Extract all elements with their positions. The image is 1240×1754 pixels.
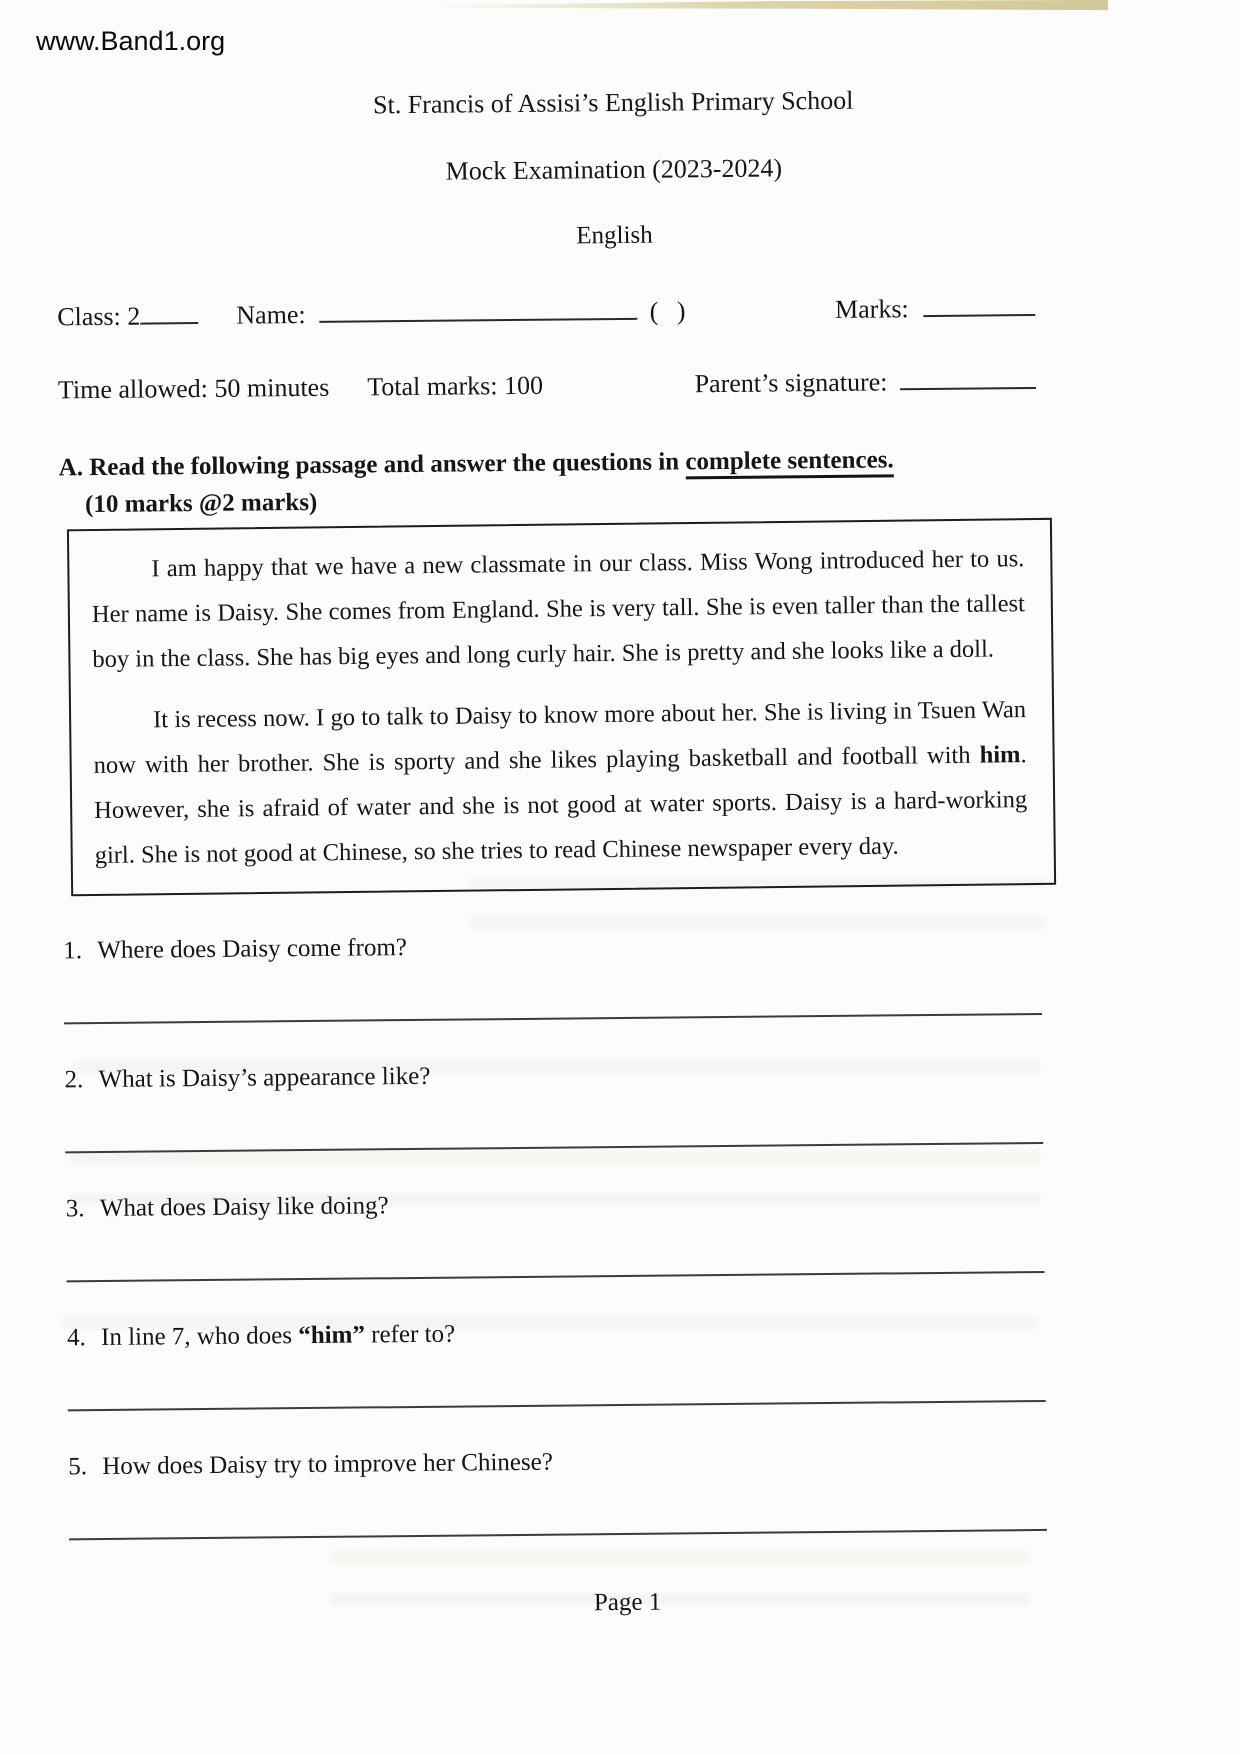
answer-line-5[interactable] [69, 1529, 1047, 1540]
question-2 [64, 1057, 1043, 1153]
time-allowed-label: Time allowed: 50 minutes [57, 372, 330, 405]
info-row-1 [57, 288, 1035, 332]
parent-signature-label: Parent’s signature: [694, 367, 888, 399]
question-5-number: 5. [68, 1453, 88, 1481]
question-3-text [66, 1186, 1044, 1223]
total-marks-label: Total marks: 100 [367, 370, 544, 402]
question-1-number: 1. [63, 937, 83, 965]
answer-line-1[interactable] [64, 1013, 1042, 1024]
question-3-body: What does Daisy like doing? [99, 1192, 389, 1223]
signature-group [694, 361, 1036, 399]
parent-signature-blank-field[interactable] [900, 361, 1036, 390]
passage-paragraph-1: I am happy that we have a new classmate in our class. Miss Wong introduced her to us. Her name is Daisy. She comes from England. She is very tall. She is even taller than the tallest boy in the class. She has big eyes and long curly hair. She is pretty and she looks like a doll. [91, 545, 1026, 674]
answer-line-3[interactable] [67, 1271, 1045, 1282]
watermark-url: www.Band1.org [36, 26, 226, 56]
exam-title: Mock Examination (2023-2024) [445, 153, 783, 186]
question-4-body-end: refer to? [364, 1320, 456, 1349]
passage-bold-him: him [979, 741, 1021, 769]
question-5-body: How does Daisy try to improve her Chinese? [102, 1448, 554, 1480]
marks-label: Marks: [834, 294, 909, 324]
question-5 [68, 1444, 1047, 1540]
question-4-bold-him: “him” [298, 1321, 366, 1350]
question-2-body: What is Daisy’s appearance like? [98, 1062, 431, 1094]
question-1 [63, 928, 1042, 1024]
name-blank-field[interactable] [319, 292, 637, 323]
question-5-text [68, 1444, 1046, 1481]
school-title: St. Francis of Assisi’s English Primary School [372, 85, 854, 120]
question-4-number: 4. [66, 1324, 86, 1352]
question-4 [67, 1315, 1046, 1411]
passage-paragraph-2-text: It is recess now. I go to talk to Daisy to know more about her. She is living in Tsuen Wan now with her brother. She is sporty and she likes playing basketball and football with [93, 696, 1027, 780]
question-4-body: In line 7, who does [100, 1322, 299, 1352]
section-a-marks-note: (10 marks @2 marks) [84, 488, 318, 519]
class-label: Class: 2 [57, 301, 141, 332]
answer-line-4[interactable] [68, 1400, 1046, 1411]
section-a-heading [59, 440, 1088, 524]
name-label: Name: [236, 299, 306, 330]
marks-group [835, 288, 1035, 325]
section-a-heading-text: A. Read the following passage and answer the questions in [58, 448, 686, 482]
question-list [63, 928, 1047, 1540]
subject-title: English [576, 221, 653, 250]
passage-paragraph-2-text-end: . However, she is afraid of water and she is not good at water sports. Daisy is a hard-working girl. She is not good at Chinese, so she tries to read Chinese newspaper every day. [94, 741, 1028, 870]
info-row-2 [58, 361, 1036, 405]
question-2-number: 2. [64, 1066, 84, 1094]
question-3-number: 3. [65, 1195, 85, 1223]
answer-line-2[interactable] [65, 1142, 1043, 1153]
passage-paragraph-2 [93, 687, 1028, 878]
class-blank-field[interactable] [140, 296, 198, 325]
section-a-heading-underlined: complete sentences. [685, 446, 894, 479]
question-4-text [67, 1315, 1045, 1352]
reading-passage-box [67, 518, 1056, 896]
question-1-body: Where does Daisy come from? [97, 934, 408, 965]
page-number: Page 1 [593, 1588, 662, 1617]
question-1-text [63, 928, 1041, 965]
marks-blank-field[interactable] [923, 288, 1035, 317]
question-2-text [64, 1057, 1042, 1094]
class-number-brackets: ( ) [649, 296, 692, 326]
student-info [0, 286, 1236, 406]
title-block [0, 82, 1235, 256]
question-3 [66, 1186, 1045, 1282]
